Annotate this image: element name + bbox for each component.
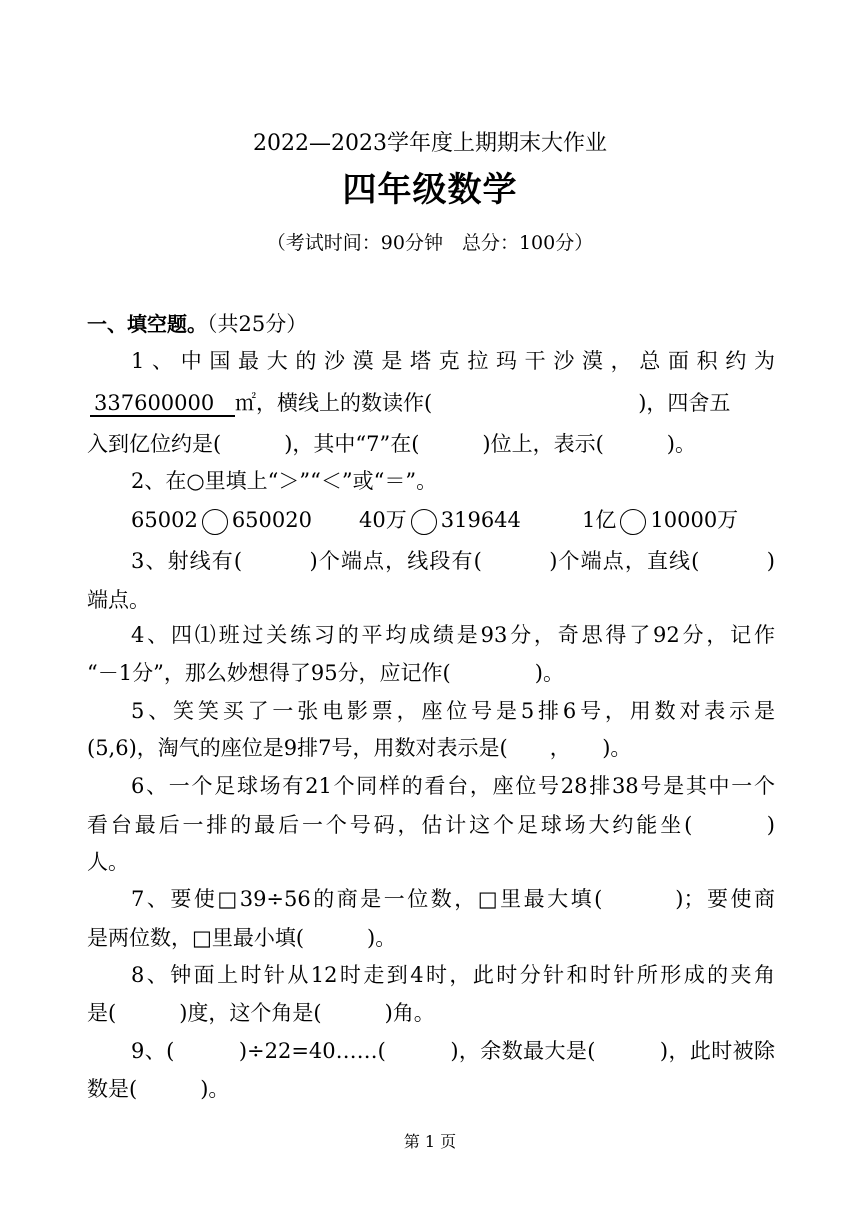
q4-line-1: 4、四⑴班过关练习的平均成绩是93分，奇思得了92分，记作 [131,623,775,647]
q8-line-2: 是( )度，这个角是( )角。 [87,1001,435,1025]
compare-circle[interactable] [202,509,228,535]
q1-line-3: 入到亿位约是( )，其中“7”在( )位上，表示( )。 [87,432,696,456]
term-title: 2022—2023学年度上期期末大作业 [253,131,607,156]
comparison-right: 319644 [440,508,521,532]
q1-line-1: 1、中国最大的沙漠是塔克拉玛干沙漠，总面积约为 [131,349,775,373]
exam-info: （考试时间：90分钟 总分：100分） [266,232,594,254]
q1-line-2 [87,388,775,418]
q7-line-1: 7、要使□39÷56的商是一位数，□里最大填( )；要使商 [131,887,775,911]
section-title: 一、填空题。 [87,312,207,336]
q6-line-3: 人。 [87,850,129,874]
q6-line-1: 6、一个足球场有21个同样的看台，座位号28排38号是其中一个 [131,774,775,798]
comparison-left: 40万 [359,508,407,532]
q9-line-1: 9、( )÷22=40……( )，余数最大是( )，此时被除 [131,1039,775,1063]
q2-comparisons [131,505,738,535]
subject-title: 四年级数学 [342,170,518,210]
q8-line-1: 8、钟面上时针从12时走到4时，此时分针和时针所形成的夹角 [131,963,775,987]
comparison-item [359,505,582,535]
q3-line-1: 3、射线有( )个端点，线段有( )个端点，直线( ) [131,549,775,573]
page-number: 第 1 页 [403,1132,457,1151]
comparison-item [582,505,738,535]
q5-line-1: 5、笑笑买了一张电影票，座位号是5排6号，用数对表示是 [131,699,775,723]
q4-line-2: “－1分”，那么妙想得了95分，应记作( )。 [87,661,564,685]
comparison-item [131,505,359,535]
q1-line-2b: )，四舍五 [638,391,731,415]
q6-line-2: 看台最后一排的最后一个号码，估计这个足球场大约能坐( ) [87,813,775,837]
comparison-left: 65002 [131,508,198,532]
q7-line-2: 是两位数，□里最小填( )。 [87,926,397,950]
comparison-right: 650020 [231,508,312,532]
q9-line-2: 数是( )。 [87,1077,230,1101]
q3-line-2: 端点。 [87,588,150,612]
comparison-left: 1亿 [582,508,617,532]
section-heading [87,309,307,339]
comparison-right: 10000万 [650,508,739,532]
q1-line-2a: ㎡，横线上的数读作( [235,391,433,415]
section-points: （共25分） [207,312,308,336]
q5-line-2: (5,6)，淘气的座位是9排7号，用数对表示是( ， )。 [87,736,632,760]
compare-circle[interactable] [411,509,437,535]
area-value: 337600000 [90,391,235,417]
q2-line-1: 2、在○里填上“＞”“＜”或“＝”。 [131,469,438,493]
compare-circle[interactable] [620,509,646,535]
